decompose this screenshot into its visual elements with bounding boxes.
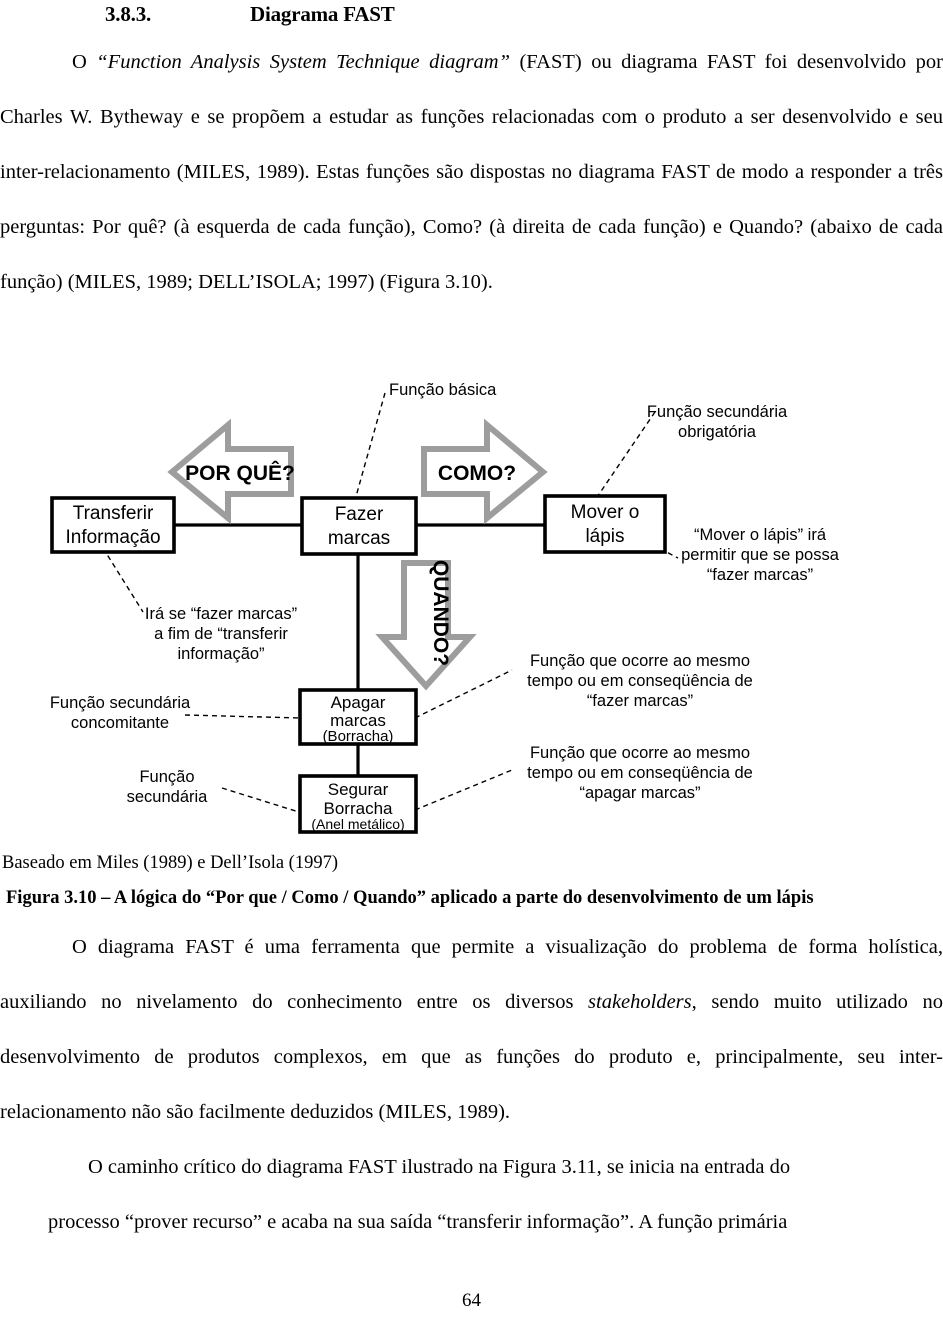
box-segurar-line3: (Anel metálico) xyxy=(311,816,405,832)
annotation-mesmo-tempo-fazer-line1: Função que ocorre ao mesmo xyxy=(529,652,751,670)
paragraph-caminho-critico xyxy=(0,1140,943,1250)
box-transferir-line1: Transferir xyxy=(72,503,154,524)
figure-source-note: Baseado em Miles (1989) e Dell’Isola (1997) xyxy=(2,853,338,873)
annotation-concomitante-line2: concomitante xyxy=(70,714,170,732)
paragraph-intro-part-a: O xyxy=(72,51,97,73)
box-apagar-line2: marcas xyxy=(330,711,386,730)
leader-secundaria-obrigatoria xyxy=(593,412,655,503)
paragraph-intro xyxy=(0,35,943,310)
leader-transferir-explicacao xyxy=(103,548,143,612)
annotation-secundaria-obrigatoria-line2: obrigatória xyxy=(678,423,756,441)
paragraph-intro-italic: “Function Analysis System Technique diagram” xyxy=(96,51,510,73)
leader-concomitante xyxy=(185,715,300,718)
figure-caption: Figura 3.10 – A lógica do “Por que / Como / Quando” aplicado a parte do desenvolvimento de um lápis xyxy=(6,888,814,908)
annotation-mesmo-tempo-apagar-line1: Função que ocorre ao mesmo xyxy=(529,744,751,762)
box-fazer-line1: Fazer xyxy=(334,504,384,525)
annotation-mover-explicacao-line3: “fazer marcas” xyxy=(706,566,814,584)
fast-diagram-figure xyxy=(0,370,943,850)
section-number: 3.8.3. xyxy=(105,2,152,26)
paragraph-fast-tool-italic: stakeholders xyxy=(588,991,692,1013)
annotation-mover-explicacao-line1: “Mover o lápis” irá xyxy=(693,526,827,544)
arrow-por-que-label: POR QUÊ? xyxy=(185,462,295,485)
page-number: 64 xyxy=(462,1290,481,1311)
annotation-mover-explicacao-line2: permitir que se possa xyxy=(681,546,839,564)
paragraph-fast-tool-part-b: , sendo muito utilizado no desenvolvimento de produtos complexos, em que as funções do produto e, principalmente, seu inter-relacionamento não são facilmente deduzidos (MILES, 1989). xyxy=(0,991,943,1123)
paragraph-intro-part-b: (FAST) ou diagrama FAST foi desenvolvido por Charles W. Bytheway e se propõem a estudar as funções relacionadas com o produto a ser desenvolvido e seu inter-relacionamento (MILES, 1989). Estas funções são dispostas no diagrama FAST de modo a responder a três perguntas: Por quê? (à esquerda de cada função), Como? (à direita de cada função) e Quando? (abaixo de cada função) (MILES, 1989; DELL’ISOLA; 1997) (Figura 3.10). xyxy=(0,51,943,293)
box-segurar-line2: Borracha xyxy=(323,799,393,818)
arrow-como-label: COMO? xyxy=(437,462,517,485)
annotation-transferir-explicacao-line1: Irá se “fazer marcas” xyxy=(144,605,298,623)
annotation-mesmo-tempo-apagar-line2: tempo ou em conseqüência de xyxy=(527,764,753,782)
annotation-mesmo-tempo-fazer-line3: “fazer marcas” xyxy=(586,692,694,710)
box-apagar-line3: (Borracha) xyxy=(322,728,394,745)
box-mover-line1: Mover o xyxy=(570,502,640,523)
annotation-mesmo-tempo-apagar-line3: “apagar marcas” xyxy=(579,784,701,802)
paragraph-fast-tool-part-a: O diagrama FAST é uma ferramenta que permite a visualização do problema de forma holística, auxiliando no nivelamento do conhecimento entre os diversos xyxy=(0,936,943,1013)
arrow-quando-label: QUANDO? xyxy=(429,559,452,667)
section-heading xyxy=(0,2,943,27)
annotation-concomitante-line1: Função secundária xyxy=(49,694,191,712)
paragraph-caminho-critico-line1: O caminho crítico do diagrama FAST ilustrado na Figura 3.11, se inicia na entrada do xyxy=(88,1156,791,1178)
box-apagar-line1: Apagar xyxy=(330,693,386,712)
annotation-secundaria-line1: Função xyxy=(139,768,195,786)
section-title: Diagrama FAST xyxy=(250,2,395,26)
leader-secundaria xyxy=(222,788,302,813)
leader-mesmo-tempo-apagar xyxy=(415,770,512,810)
fast-diagram-svg xyxy=(0,370,943,850)
annotation-transferir-explicacao-line3: informação” xyxy=(177,645,265,663)
box-mover-line2: lápis xyxy=(585,526,625,547)
paragraph-caminho-critico-line2: processo “prover recurso” e acaba na sua saída “transferir informação”. A função primária xyxy=(48,1211,788,1233)
annotation-transferir-explicacao-line2: a fim de “transferir xyxy=(154,625,288,643)
box-transferir-line2: Informação xyxy=(65,527,161,548)
paragraph-fast-tool xyxy=(0,920,943,1140)
box-fazer-line2: marcas xyxy=(327,528,391,549)
annotation-mesmo-tempo-fazer-line2: tempo ou em conseqüência de xyxy=(527,672,753,690)
annotation-funcao-basica: Função básica xyxy=(389,381,497,399)
box-segurar-line1: Segurar xyxy=(327,780,389,799)
arrow-quando-shape xyxy=(382,563,470,686)
annotation-secundaria-line2: secundária xyxy=(126,788,208,806)
annotation-secundaria-obrigatoria-line1: Função secundária xyxy=(646,403,788,421)
